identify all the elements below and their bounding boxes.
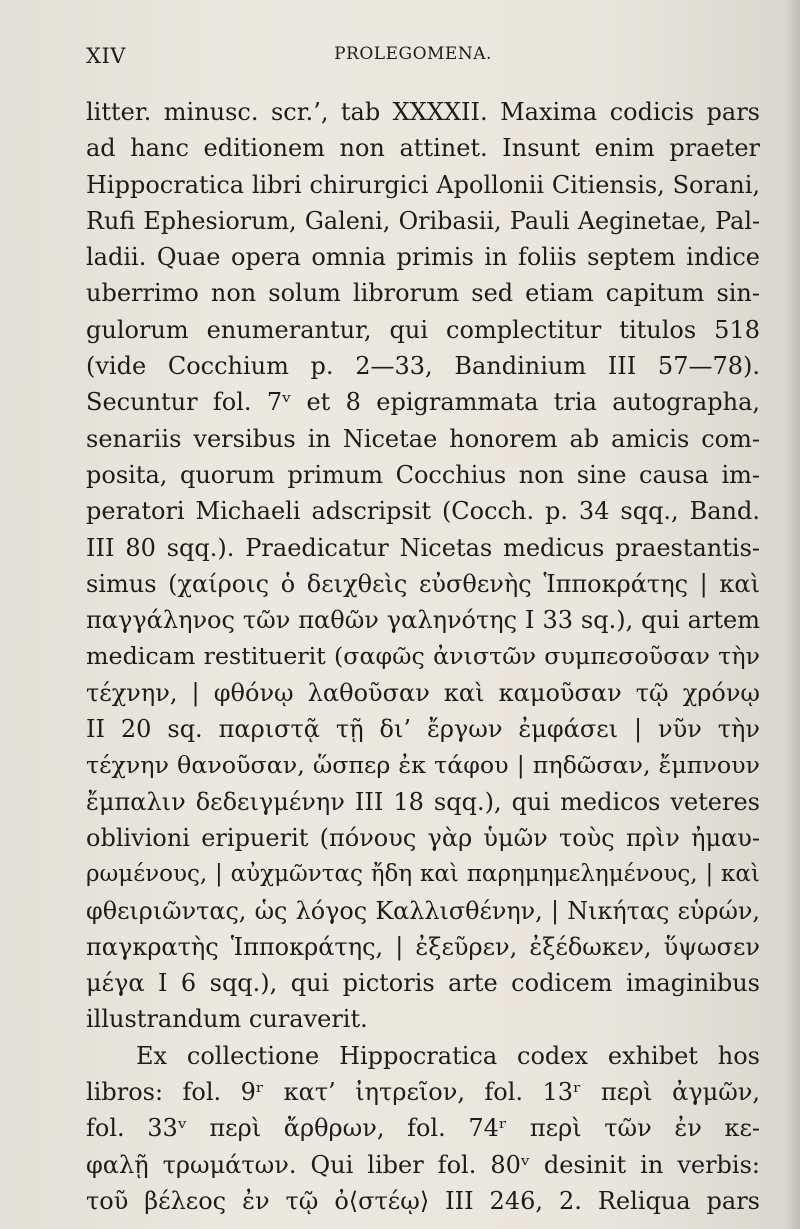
page-header (86, 36, 740, 76)
running-head: PROLEGOMENA. (334, 44, 492, 64)
text-line: ἔμπαλιν δεδειγμένην III 18 sqq.), qui medicos veteres (86, 787, 760, 816)
text-line: ρωμένους, | αὐχμῶντας ἤδη καὶ παρημημελημένους, | καὶ (86, 861, 760, 888)
text-line: fol. 33ᵛ περὶ ἄρθρων, fol. 74ʳ περὶ τῶν ἐν κε- (86, 1114, 760, 1143)
text-line: libros: fol. 9ʳ κατ’ ἰητρεῖον, fol. 13ʳ περὶ ἀγμῶν, (86, 1078, 760, 1107)
text-line: II 20 sq. παριστᾷ τῇ δι’ ἔργων ἐμφάσει | νῦν τὴν (86, 715, 760, 744)
page-number: XIV (86, 44, 126, 68)
text-line: ladii. Quae opera omnia primis in foliis septem indice (86, 243, 760, 272)
text-line: τοῦ βέλεος ἐν τῷ ὀ⟨στέῳ⟩ III 246, 2. Reliqua pars (86, 1186, 760, 1215)
page-edge-shadow (786, 0, 800, 1229)
paragraph-end-line: illustrandum curaverit. (86, 1005, 368, 1034)
text-line: ad hanc editionem non attinet. Insunt enim praeter (86, 134, 760, 163)
text-line: τέχνην θανοῦσαν, ὥσπερ ἐκ τάφου | πηδῶσαν, ἔμπνουν (86, 751, 760, 780)
text-line: simus (χαίροις ὁ δειχθεὶς εὐσθενὴς Ἱπποκράτης | καὶ (86, 569, 760, 598)
text-line: senariis versibus in Nicetae honorem ab amicis com- (86, 424, 760, 453)
text-body (86, 94, 760, 1219)
text-line: medicam restituerit (σαφῶς ἀνιστῶν συμπεσοῦσαν τὴν (86, 642, 760, 671)
text-line: posita, quorum primum Cocchius non sine causa im- (86, 460, 760, 489)
text-line: παγγάληνος τῶν παθῶν γαληνότης I 33 sq.), qui artem (86, 606, 760, 635)
paragraph-start-line: Ex collectione Hippocratica codex exhibet hos (136, 1041, 760, 1070)
text-line: peratori Michaeli adscripsit (Cocch. p. 34 sqq., Band. (86, 497, 760, 526)
text-line: oblivioni eripuerit (πόνους γὰρ ὑμῶν τοὺς πρὶν ἠμαυ- (86, 823, 760, 852)
text-line: Secuntur fol. 7ᵛ et 8 epigrammata tria autographa, (86, 388, 760, 417)
text-line: litter. minusc. scr.’, tab XXXXII. Maxima codicis pars (86, 98, 760, 126)
text-line: φθειριῶντας, ὡς λόγος Καλλισθένην, | Νικήτας εὑρών, (86, 896, 760, 925)
text-line: III 80 sqq.). Praedicatur Nicetas medicus praestantis- (86, 533, 760, 562)
text-line: παγκρατὴς Ἱπποκράτης, | ἐξεῦρεν, ἐξέδωκεν, ὕψωσεν (86, 932, 760, 961)
text-line: gulorum enumerantur, qui complectitur titulos 518 (86, 315, 760, 344)
text-line: uberrimo non solum librorum sed etiam capitum sin- (86, 279, 760, 308)
text-line: μέγα I 6 sqq.), qui pictoris arte codicem imaginibus (86, 969, 760, 998)
text-line: Rufi Ephesiorum, Galeni, Oribasii, Pauli Aeginetae, Pal- (86, 206, 760, 235)
text-line: (vide Cocchium p. 2—33, Bandinium III 57—78). (86, 352, 760, 381)
text-line: Hippocratica libri chirurgici Apollonii Citiensis, Sorani, (86, 170, 760, 199)
text-line: τέχνην, | φθόνῳ λαθοῦσαν καὶ καμοῦσαν τῷ χρόνῳ (86, 678, 760, 707)
text-line: φαλῇ τρωμάτων. Qui liber fol. 80ᵛ desinit in verbis: (86, 1150, 760, 1179)
